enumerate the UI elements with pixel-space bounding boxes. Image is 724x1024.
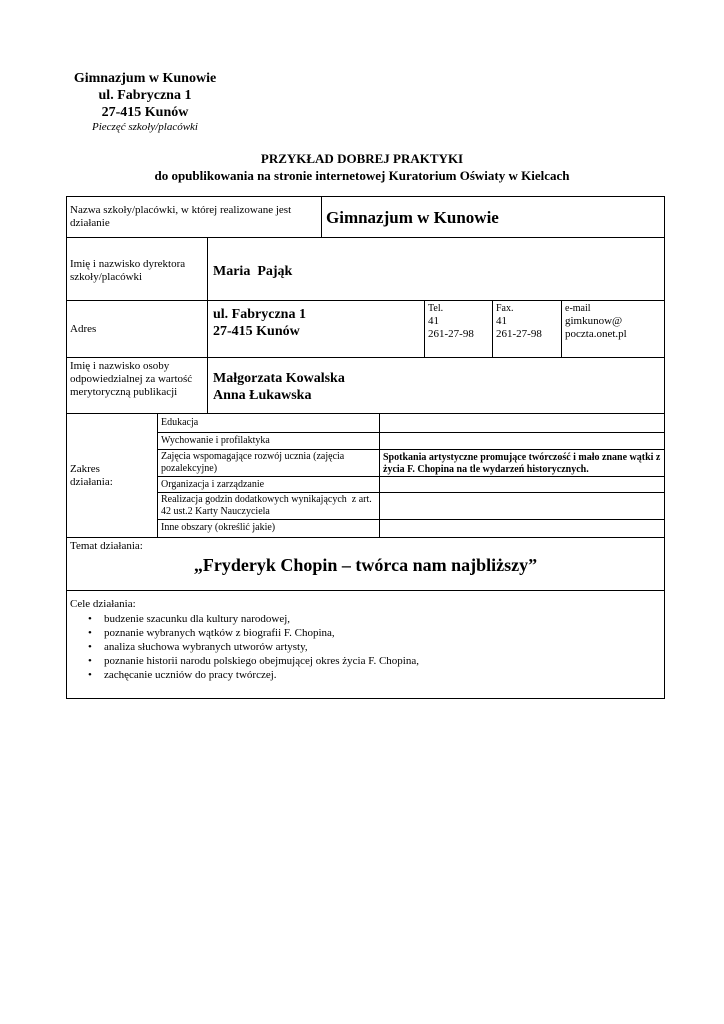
phone-line-2: 261-27-98 [428,328,474,340]
col-divider [207,237,208,414]
responsible-label: Imię i nazwisko osoby odpowiedzialnej za wartość merytoryczną publikacji [70,360,193,398]
responsible-person-1: Małgorzata Kowalska [213,371,345,386]
phone-label: Tel. [428,303,444,314]
row-divider [66,357,665,358]
goal-item: • budzenie szacunku dla kultury narodowej, [80,612,640,626]
address-label: Adres [70,323,97,335]
scope-item-education: Edukacja [161,417,199,428]
address-city: 27-415 Kunów [213,324,300,339]
goal-item: • poznanie wybranych wątków z biografii F. Chopina, [80,626,640,640]
col-divider [321,196,322,238]
table-border-bottom [66,698,665,699]
responsible-person-2: Anna Łukawska [213,388,312,403]
scope-row-divider [157,449,665,450]
table-border-top [66,196,665,197]
goals-label: Cele działania: [70,598,136,610]
school-name-label: Nazwa szkoły/placówki, w której realizowane jest działanie [70,204,292,229]
scope-label-line-2: działania: [70,476,113,488]
stamp-line-1: Gimnazjum w Kunowie [73,71,217,86]
scope-item-other: Inne obszary (określić jakie) [161,522,276,533]
table-border-right [664,196,665,699]
email-label: e-mail [565,303,591,314]
scope-row-divider [157,476,665,477]
stamp-line-3: 27-415 Kunów [101,105,189,120]
scope-selected-value: Spotkania artystyczne promujące twórczość i mało znane wątki z życia F. Chopina na tle wydarzeń historycznych. [383,452,661,475]
scope-item-organization: Organizacja i zarządzanie [161,479,265,490]
fax-label: Fax. [496,303,514,314]
page-subtitle: do opublikowania na stronie internetowej Kuratorium Oświaty w Kielcach [154,168,570,183]
address-street: ul. Fabryczna 1 [213,307,306,322]
col-divider [492,300,493,358]
scope-item-extracurricular: Zajęcia wspomagające rozwój ucznia (zajęcia pozalekcyjne) [161,451,345,474]
row-divider [66,237,665,238]
topic-label: Temat działania: [70,540,143,552]
fax-line-2: 261-27-98 [496,328,542,340]
scope-row-divider [157,432,665,433]
director-label: Imię i nazwisko dyrektora szkoły/placówki [70,258,186,283]
address-value [213,306,306,340]
table-border-left [66,196,67,699]
email-line-1: gimkunow@ [565,315,623,327]
row-divider [66,300,665,301]
director-value: Maria Pająk [213,264,293,279]
row-divider [66,413,665,414]
scope-item-additional-hours: Realizacja godzin dodatkowych wynikających z art. 42 ust.2 Karty Nauczyciela [161,494,375,517]
row-divider [66,537,665,538]
row-divider [66,590,665,591]
goal-item: • zachęcanie uczniów do pracy twórczej. [80,668,640,682]
scope-item-upbringing: Wychowanie i profilaktyka [161,435,270,446]
phone-line-1: 41 [428,315,439,327]
responsible-value [213,370,345,404]
school-name-value: Gimnazjum w Kunowie [326,208,499,227]
scope-row-divider [157,519,665,520]
col-divider [424,300,425,358]
goal-item: • poznanie historii narodu polskiego obejmującej okres życia F. Chopina, [80,654,640,668]
phone-cell [428,303,490,341]
email-line-2: poczta.onet.pl [565,328,627,340]
scope-row-divider [157,492,665,493]
scope-label [70,463,113,489]
page-title: PRZYKŁAD DOBREJ PRAKTYKI [260,151,464,166]
col-divider [157,413,158,538]
stamp-line-2: ul. Fabryczna 1 [98,88,192,103]
col-divider [561,300,562,358]
fax-cell [496,303,558,341]
col-divider [379,413,380,538]
goals-list [80,612,640,682]
fax-line-1: 41 [496,315,507,327]
stamp-caption: Pieczęć szkoły/placówki [92,121,198,133]
topic-value: „Fryderyk Chopin – twórca nam najbliższy” [193,555,538,575]
scope-label-line-1: Zakres [70,463,100,475]
email-cell [565,303,663,341]
goal-item: • analiza słuchowa wybranych utworów artysty, [80,640,640,654]
school-stamp [70,70,220,121]
